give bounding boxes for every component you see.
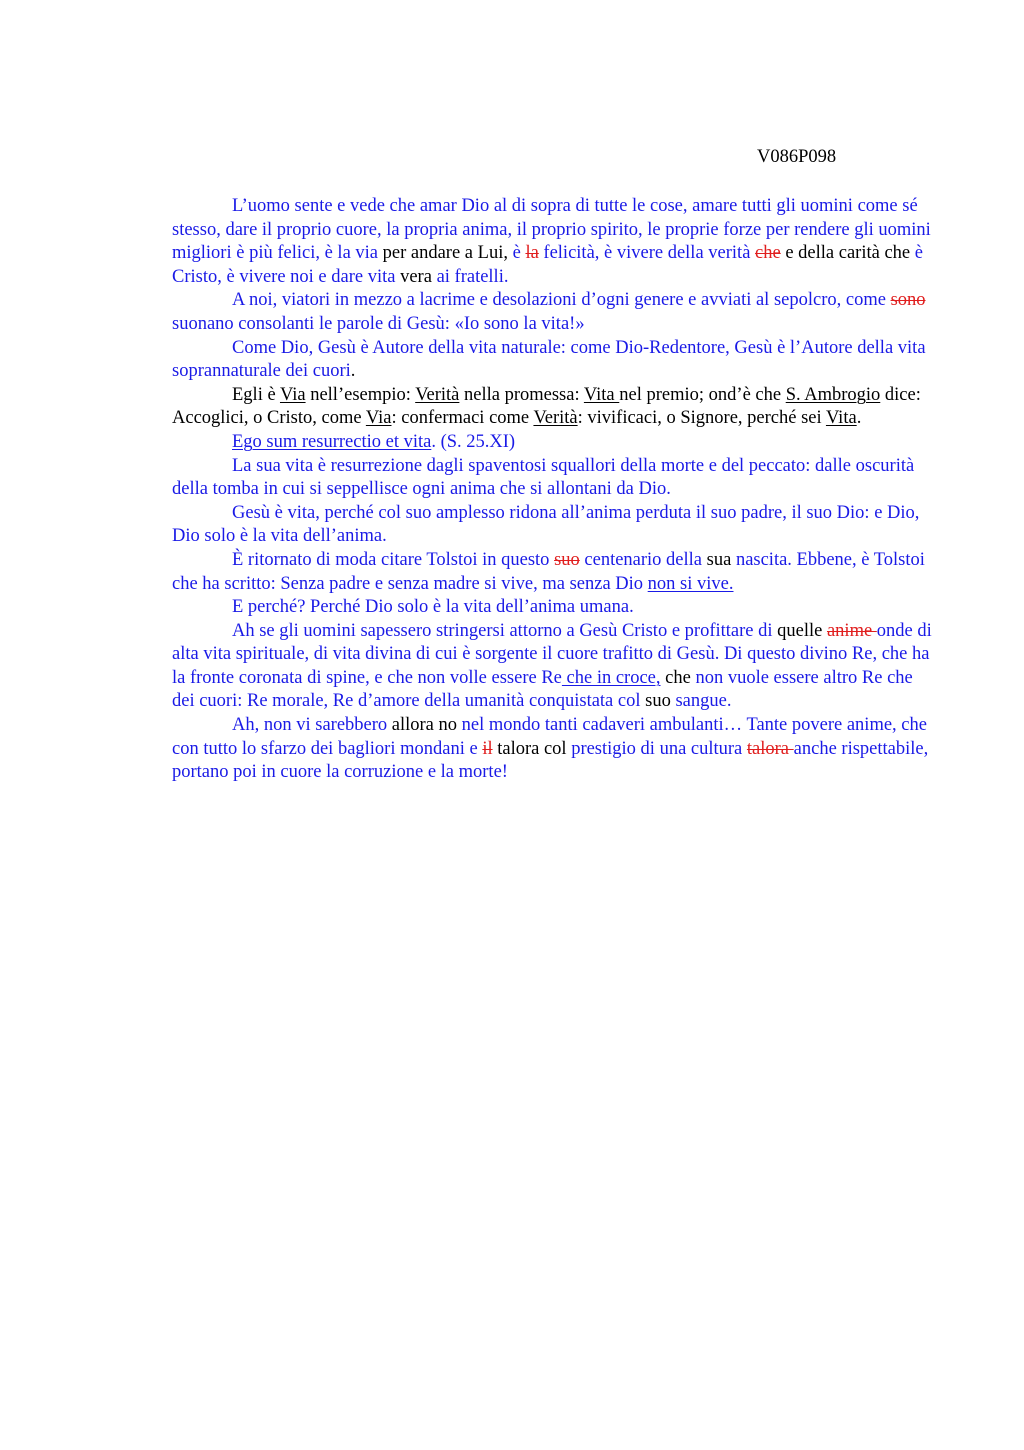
revised-text: Gesù è vita, perché col suo amplesso ridona all’anima perduta il suo padre, il suo Dio: e Dio, Dio solo è la vita dell’anima. (172, 502, 920, 547)
underlined-text: Verità (533, 408, 578, 429)
underlined-text: Vita (583, 384, 620, 405)
paragraph (172, 431, 932, 455)
revised-text: L’uomo sente e vede che amar Dio al di sopra di tutte le cose, amare tutti gli uomini come sé stesso, dare il proprio cuore, la propria anima, il proprio spirito, le proprie forze per rendere gli uomini migliori è più felici, è la via (172, 196, 931, 264)
original-text: quelle (777, 620, 823, 641)
original-text: nella promessa: (459, 384, 584, 405)
paragraph (172, 195, 932, 289)
revised-text: anche rispettabile, portano poi in cuore la corruzione e la morte! (172, 738, 929, 783)
original-text: e della carità che (780, 243, 915, 264)
underlined-text: S. Ambrogio (785, 384, 881, 405)
revised-text: Come Dio, Gesù è Autore della vita naturale: come Dio-Redentore, Gesù è l’Autore della vita soprannaturale dei cuori (172, 337, 926, 382)
paragraph (172, 502, 932, 549)
paragraph (172, 337, 932, 384)
revised-text: prestigio di una cultura (566, 738, 747, 759)
revised-text: non vuole essere altro Re che dei cuori: Re morale, Re d’amore della umanità conquistata col (172, 667, 913, 712)
revised-text: La sua vita è resurrezione dagli spaventosi squallori della morte e del peccato: dalle oscurità della tomba in cui si seppellisce ogni anima che si allontani da Dio. (172, 455, 915, 500)
deleted-text: sono (890, 290, 926, 311)
paragraph (172, 596, 932, 620)
revised-text: Ah se gli uomini sapessero stringersi attorno a Gesù Cristo e profittare di (232, 620, 778, 641)
original-text: : confermaci come (391, 408, 534, 429)
revised-text: centenario della (579, 549, 707, 570)
original-text: : vivificaci, o Signore, perché sei (577, 408, 826, 429)
original-text: vera (395, 266, 437, 287)
paragraph (172, 714, 932, 785)
revised-text: è (512, 243, 526, 264)
underlined-text: Via (365, 408, 392, 429)
original-text: nell’esempio: (305, 384, 416, 405)
deleted-text: talora (746, 738, 794, 759)
deleted-text: la (525, 243, 539, 264)
revised-text: nel mondo tanti cadaveri ambulanti… Tante povere anime, che con tutto lo sfarzo dei bagliori mondani e (172, 715, 927, 759)
underlined-revised-text: che in croce, (561, 667, 661, 688)
original-text: dice: Accoglici, o Cristo, come (172, 384, 921, 429)
underlined-text: Via (279, 384, 306, 405)
deleted-text: suo (554, 549, 580, 570)
original-text: . (350, 361, 356, 382)
deleted-text: che (755, 243, 781, 264)
original-text: nel premio; ond’è che (619, 384, 786, 405)
underlined-revised-text: non si vive. (647, 573, 734, 594)
underlined-text: Vita (825, 408, 857, 429)
original-text: che (660, 667, 696, 688)
original-text: sua (706, 549, 732, 570)
paragraph (172, 455, 932, 502)
revised-text: . (S. 25.XI) (431, 431, 516, 452)
revised-text: felicità, è vivere della verità (538, 243, 756, 264)
original-text: Egli è (232, 384, 280, 405)
paragraph (172, 384, 932, 431)
original-text: talora col (497, 738, 567, 759)
original-text: suo (645, 691, 671, 712)
underlined-text: Verità (415, 384, 460, 405)
underlined-revised-text: Ego sum resurrectio et vita (232, 431, 432, 452)
revised-text: nascita. Ebbene, è Tolstoi che ha scritto: Senza padre e senza madre si vive, ma senza Dio (172, 549, 925, 594)
original-text: allora no (391, 715, 458, 736)
paragraph (172, 289, 932, 336)
revised-text: A noi, viatori in mezzo a lacrime e desolazioni d’ogni genere e avviati al sepolcro, come (232, 290, 891, 311)
revised-text: E perché? Perché Dio solo è la vita dell’anima umana. (232, 597, 634, 618)
revised-text: è Cristo, è vivere noi e dare vita (172, 243, 923, 287)
revised-text: suonano consolanti le parole di Gesù: «Io sono la vita!» (172, 313, 585, 334)
paragraph (172, 549, 932, 596)
original-text: per andare a Lui, (378, 243, 513, 264)
revised-text: Ah, non vi sarebbero (232, 715, 392, 736)
deleted-text: anime (826, 620, 877, 641)
paragraph (172, 620, 932, 714)
revised-text: sangue. (670, 691, 732, 712)
revised-text: ai fratelli. (436, 266, 509, 287)
revised-text: onde di alta vita spirituale, di vita divina di cui è sorgente il cuore trafitto di Gesù. Di questo divino Re, che ha la fronte coronata di spine, e che non volle essere Re (172, 620, 932, 688)
original-text: . (856, 408, 862, 429)
deleted-text: il (482, 738, 493, 759)
document-body (172, 195, 932, 785)
revised-text: È ritornato di moda citare Tolstoi in questo (232, 549, 555, 570)
page-identifier: V086P098 (757, 147, 837, 167)
